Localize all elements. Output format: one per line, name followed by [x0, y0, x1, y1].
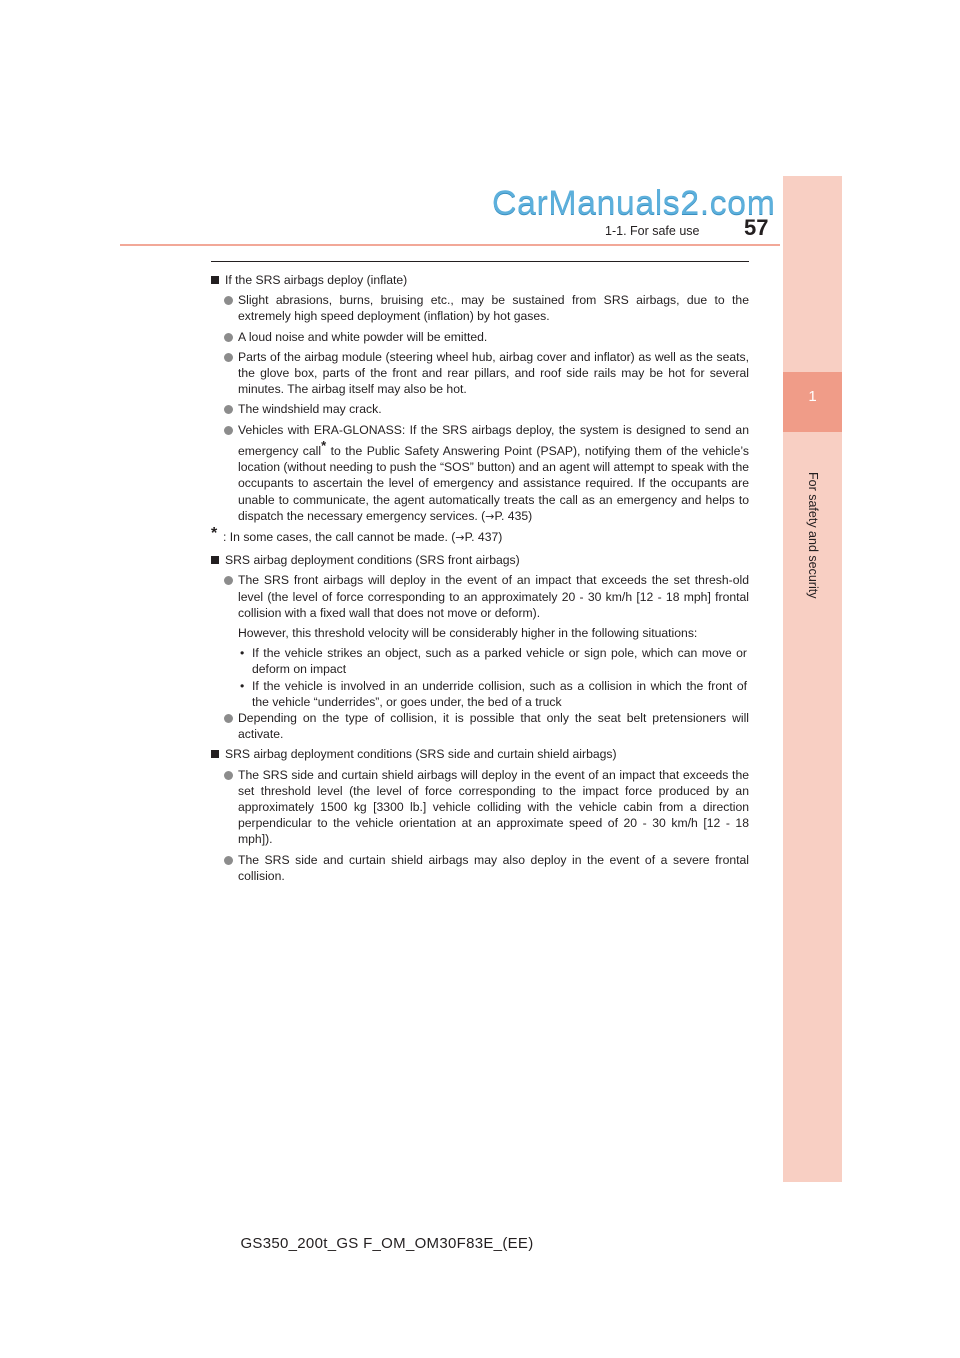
page-number: 57 [744, 215, 769, 240]
square-bullet-icon [211, 276, 219, 284]
header-divider [120, 244, 780, 246]
dot-marker-icon: • [240, 678, 245, 693]
circle-bullet-icon [224, 771, 233, 780]
section-heading: SRS airbag deployment conditions (SRS side and curtain shield airbags) [211, 746, 749, 762]
paragraph: However, this threshold velocity will be considerably higher in the following situations: [238, 625, 698, 640]
footnote: * : In some cases, the call cannot be made. (→P. 437) [211, 524, 503, 544]
section-heading: SRS airbag deployment conditions (SRS front airbags) [211, 552, 749, 568]
arrow-icon: → [455, 530, 465, 544]
watermark-logo: CarManuals2.com [492, 184, 776, 222]
arrow-icon: → [485, 509, 495, 523]
circle-bullet-icon [224, 714, 233, 723]
list-item: The windshield may crack. [211, 401, 749, 417]
list-item: Slight abrasions, burns, bruising etc., may be sustained from SRS airbags, due to the extremely high speed deployment (inflation) by hot gases. [211, 292, 749, 324]
circle-bullet-icon [224, 296, 233, 305]
section-heading: If the SRS airbags deploy (inflate) [211, 272, 749, 288]
page-reference-link[interactable]: P. 435) [494, 508, 533, 523]
sub-list-item: • If the vehicle strikes an object, such as a parked vehicle or sign pole, which can move or deform on impact [240, 646, 747, 677]
page-content [211, 268, 749, 888]
page-reference-link[interactable]: P. 437) [464, 529, 503, 544]
sub-list-item: • If the vehicle is involved in an underride collision, such as a collision in which the front of the vehicle “underrides”, or goes under, the bed of a truck [240, 678, 747, 709]
chapter-title: For safety and security [806, 472, 820, 599]
list-item: Parts of the airbag module (steering wheel hub, airbag cover and inflator) as well as the seats, the glove box, parts of the front and rear pillars, and roof side rails may be hot for several minutes. The airbag itself may also be hot. [211, 349, 749, 398]
list-item: The SRS side and curtain shield airbags will deploy in the event of an impact that exceeds the set threshold level (the level of force corresponding to the impact force produced by an approximately 1500 kg [3300 lb.] vehicle colliding with the vehicle cabin from a direction perpendicular to the vehicle orientation at an approximate speed of 20 - 30 km/h [12 - 18 mph]). [211, 767, 749, 848]
section-title: 1-1. For safe use [605, 224, 700, 238]
circle-bullet-icon [224, 333, 233, 342]
list-item: A loud noise and white powder will be emitted. [211, 329, 749, 345]
list-item: The SRS front airbags will deploy in the event of an impact that exceeds the set thresh-old level (the level of force corresponding to an approximately 20 - 30 km/h [12 - 18 mph] frontal collision with a fixed wall that does not move or deform). [211, 572, 749, 621]
circle-bullet-icon [224, 856, 233, 865]
list-item-era-glonass: Vehicles with ERA-GLONASS: If the SRS airbags deploy, the system is designed to send an emergency call* to the Public Safety Answering Point (PSAP), notifying them of the vehicle’s location (without needing to push the “SOS” button) and an agent will attempt to speak with the occupants to ascertain the level of emergency and assistance required. If the occupants are unable to communicate, the agent automatically treats the call as an emergency and helps to dispatch the necessary emergency services. (→P. 435) [211, 422, 749, 525]
circle-bullet-icon [224, 405, 233, 414]
square-bullet-icon [211, 556, 219, 564]
asterisk-icon: * [211, 524, 218, 542]
list-item: The SRS side and curtain shield airbags may also deploy in the event of a severe frontal collision. [211, 852, 749, 884]
circle-bullet-icon [224, 353, 233, 362]
content-divider [211, 261, 749, 262]
dot-marker-icon: • [240, 646, 245, 661]
chapter-number: 1 [808, 388, 817, 405]
list-item: Depending on the type of collision, it is possible that only the seat belt pretensioners will activate. [211, 710, 749, 742]
side-tab [783, 176, 842, 1182]
circle-bullet-icon [224, 426, 233, 435]
footer-code: GS350_200t_GS F_OM_OM30F83E_(EE) [240, 1235, 534, 1252]
circle-bullet-icon [224, 576, 233, 585]
square-bullet-icon [211, 750, 219, 758]
